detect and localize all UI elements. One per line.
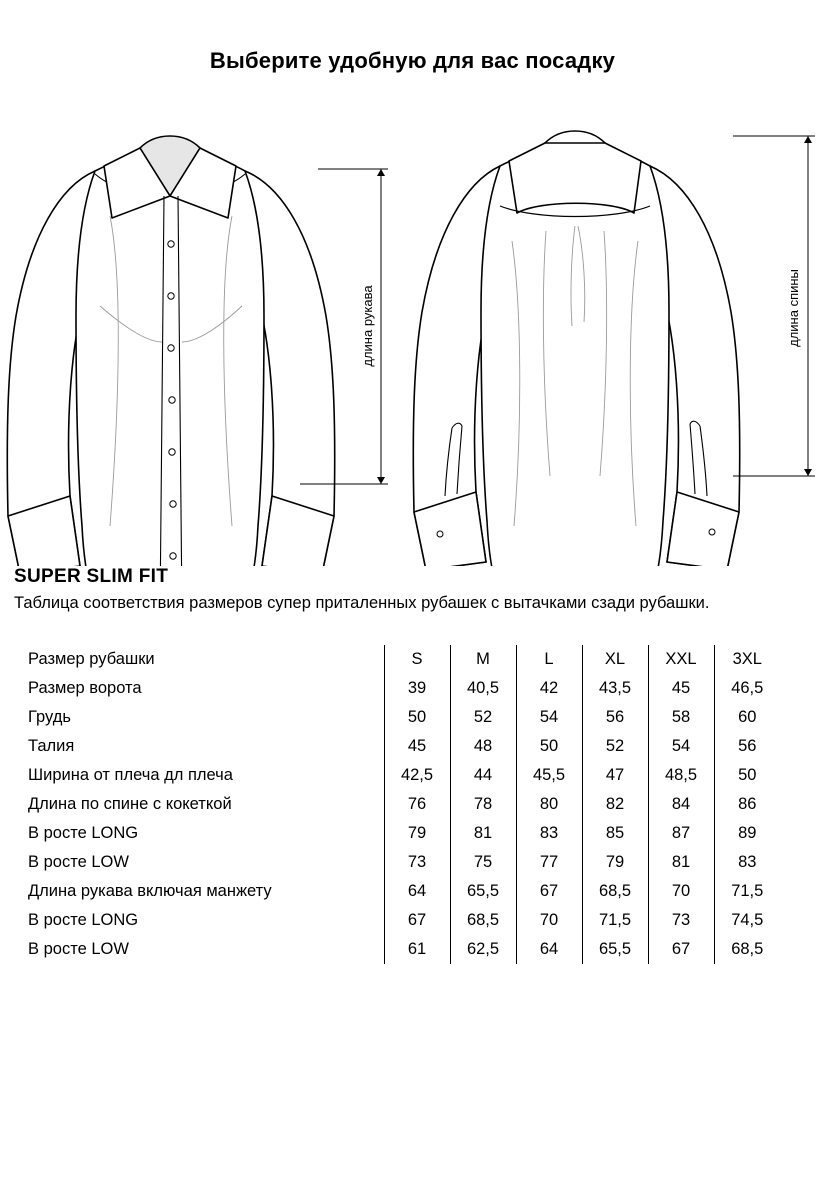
row-value: 81 bbox=[648, 848, 714, 877]
row-value: 70 bbox=[516, 906, 582, 935]
row-label: Грудь bbox=[28, 708, 71, 727]
size-column-l: L bbox=[516, 645, 582, 674]
row-value: 45,5 bbox=[516, 761, 582, 790]
back-length-label: длина спины bbox=[786, 269, 801, 347]
row-value: 83 bbox=[516, 819, 582, 848]
row-value: 80 bbox=[516, 790, 582, 819]
row-label: Длина рукава включая манжету bbox=[28, 882, 272, 901]
row-value: 64 bbox=[384, 877, 450, 906]
row-value: 48,5 bbox=[648, 761, 714, 790]
row-value: 83 bbox=[714, 848, 780, 877]
row-value: 89 bbox=[714, 819, 780, 848]
row-value: 74,5 bbox=[714, 906, 780, 935]
table-row bbox=[14, 819, 780, 848]
size-column-s: S bbox=[384, 645, 450, 674]
table-row bbox=[14, 674, 780, 703]
shirt-back-illustration bbox=[400, 96, 825, 566]
row-value: 52 bbox=[582, 732, 648, 761]
row-value: 52 bbox=[450, 703, 516, 732]
row-value: 67 bbox=[384, 906, 450, 935]
page-title: Выберите удобную для вас посадку bbox=[209, 48, 616, 73]
row-label: В росте LOW bbox=[28, 853, 129, 872]
row-label: Ширина от плеча дл плеча bbox=[28, 766, 233, 785]
row-value: 71,5 bbox=[582, 906, 648, 935]
row-value: 84 bbox=[648, 790, 714, 819]
size-table-body bbox=[14, 645, 780, 964]
table-row bbox=[14, 790, 780, 819]
shirt-front-illustration bbox=[0, 96, 400, 566]
row-value: 65,5 bbox=[450, 877, 516, 906]
table-row bbox=[14, 877, 780, 906]
row-value: 46,5 bbox=[714, 674, 780, 703]
sleeve-length-label: длина рукава bbox=[360, 285, 375, 367]
row-value: 67 bbox=[648, 935, 714, 964]
row-value: 39 bbox=[384, 674, 450, 703]
row-value: 61 bbox=[384, 935, 450, 964]
table-row bbox=[14, 732, 780, 761]
row-value: 44 bbox=[450, 761, 516, 790]
table-row bbox=[14, 703, 780, 732]
row-label: В росте LONG bbox=[28, 911, 139, 930]
row-value: 81 bbox=[450, 819, 516, 848]
row-value: 48 bbox=[450, 732, 516, 761]
row-value: 60 bbox=[714, 703, 780, 732]
table-header-row bbox=[14, 645, 780, 674]
row-value: 45 bbox=[648, 674, 714, 703]
row-value: 76 bbox=[384, 790, 450, 819]
row-value: 75 bbox=[450, 848, 516, 877]
row-label: Длина по спине с кокеткой bbox=[28, 795, 232, 814]
row-value: 68,5 bbox=[450, 906, 516, 935]
row-value: 43,5 bbox=[582, 674, 648, 703]
row-value: 54 bbox=[516, 703, 582, 732]
shirt-illustrations bbox=[0, 96, 825, 566]
row-value: 40,5 bbox=[450, 674, 516, 703]
row-value: 78 bbox=[450, 790, 516, 819]
row-value: 58 bbox=[648, 703, 714, 732]
row-label: В росте LONG bbox=[28, 824, 139, 843]
row-value: 79 bbox=[384, 819, 450, 848]
table-row bbox=[14, 906, 780, 935]
row-value: 87 bbox=[648, 819, 714, 848]
row-value: 64 bbox=[516, 935, 582, 964]
row-label: Размер ворота bbox=[28, 679, 142, 698]
size-column-xxl: XXL bbox=[648, 645, 714, 674]
size-column-xl: XL bbox=[582, 645, 648, 674]
fit-description: Таблица соответствия размеров супер приталенных рубашек с вытачками сзади рубашки. bbox=[14, 594, 710, 612]
size-table bbox=[14, 645, 780, 964]
row-value: 68,5 bbox=[714, 935, 780, 964]
row-value: 56 bbox=[714, 732, 780, 761]
row-value: 79 bbox=[582, 848, 648, 877]
row-label: В росте LOW bbox=[28, 940, 129, 959]
size-column-3xl: 3XL bbox=[714, 645, 780, 674]
table-row bbox=[14, 761, 780, 790]
row-value: 42,5 bbox=[384, 761, 450, 790]
row-value: 62,5 bbox=[450, 935, 516, 964]
table-row bbox=[14, 935, 780, 964]
row-value: 50 bbox=[384, 703, 450, 732]
table-header-label: Размер рубашки bbox=[28, 650, 155, 669]
row-value: 47 bbox=[582, 761, 648, 790]
row-value: 56 bbox=[582, 703, 648, 732]
row-value: 50 bbox=[516, 732, 582, 761]
row-value: 50 bbox=[714, 761, 780, 790]
row-value: 77 bbox=[516, 848, 582, 877]
row-value: 67 bbox=[516, 877, 582, 906]
fit-title: SUPER SLIM FIT bbox=[14, 566, 169, 587]
row-value: 45 bbox=[384, 732, 450, 761]
row-label: Талия bbox=[28, 737, 75, 756]
row-value: 70 bbox=[648, 877, 714, 906]
row-value: 73 bbox=[648, 906, 714, 935]
row-value: 54 bbox=[648, 732, 714, 761]
table-row bbox=[14, 848, 780, 877]
row-value: 85 bbox=[582, 819, 648, 848]
row-value: 42 bbox=[516, 674, 582, 703]
row-value: 71,5 bbox=[714, 877, 780, 906]
row-value: 73 bbox=[384, 848, 450, 877]
row-value: 65,5 bbox=[582, 935, 648, 964]
size-column-m: M bbox=[450, 645, 516, 674]
row-value: 82 bbox=[582, 790, 648, 819]
row-value: 68,5 bbox=[582, 877, 648, 906]
row-value: 86 bbox=[714, 790, 780, 819]
